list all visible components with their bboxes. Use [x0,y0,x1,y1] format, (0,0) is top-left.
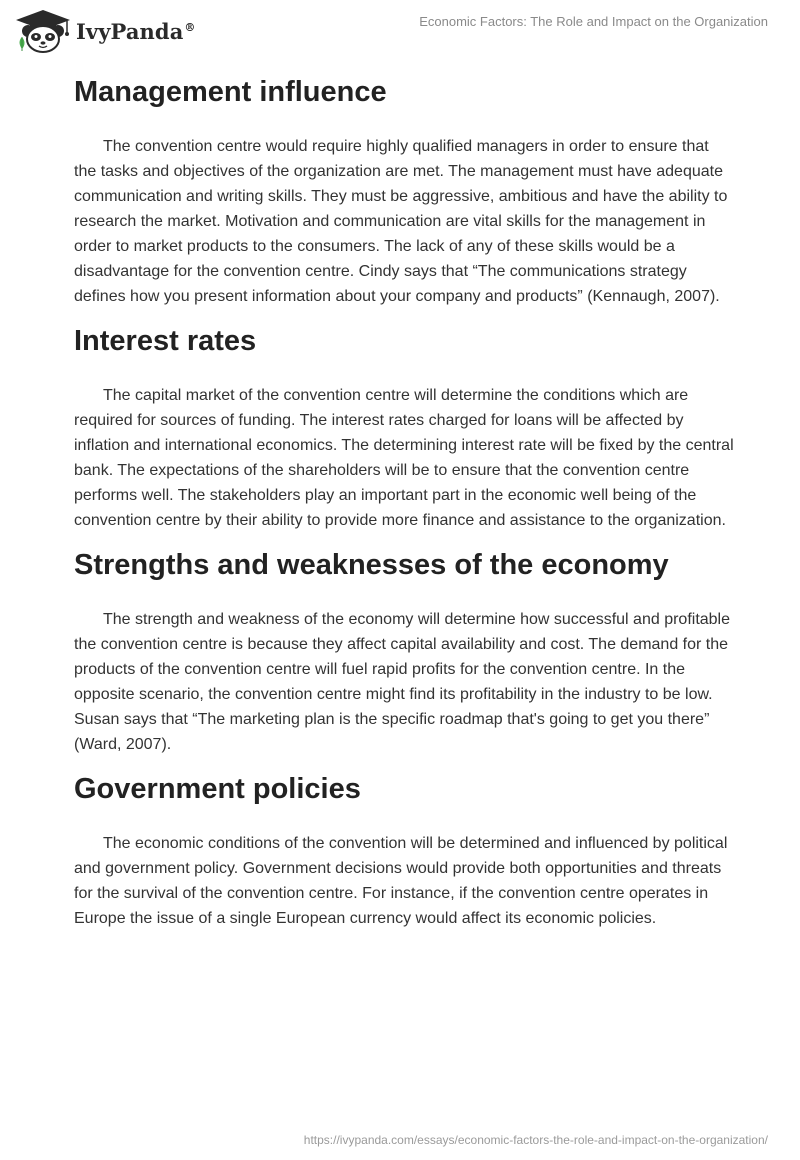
section-heading: Interest rates [74,325,257,357]
essay-content [74,70,734,941]
section-paragraph: The strength and weakness of the economy will determine how successful and profitable the convention centre is because they affect capital availability and cost. The demand for the products of the convention centre will fuel rapid profits for the convention centre. In the opposite scenario, the convention centre might find its profitability in the industry to be low. Susan says that “The marketing plan is the specific roadmap that's going to get you there” (Ward, 2007). [74,611,731,753]
logo-wordmark: IvyPanda® [76,18,196,44]
section-heading: Strengths and weaknesses of the economy [74,549,669,581]
document-title: Economic Factors: The Role and Impact on the Organization [419,14,768,29]
panda-graduate-icon [14,9,72,53]
page-header [0,0,800,64]
section-paragraph: The convention centre would require highly qualified managers in order to ensure that the tasks and objectives of the organization are met. The management must have adequate communication and writing skills. They must be aggressive, ambitious and have the ability to research the market. Motivation and communication are vital skills for the management in order to market products to the consumers. The lack of any of these skills would be a disadvantage for the convention centre. Cindy says that “The communications strategy defines how you present information about your company and products” (Kennaugh, 2007). [74,138,728,305]
section-heading: Government policies [74,773,361,805]
section-interest-rates [74,319,734,533]
section-government-policies [74,767,734,931]
section-paragraph: The capital market of the convention centre will determine the conditions which are required for sources of funding. The interest rates charged for loans will be affected by inflation and international economics. The determining interest rate will be fixed by the central bank. The expectations of the shareholders will be to ensure that the convention centre performs well. The stakeholders play an important part in the economic well being of the convention centre by their ability to provide more finance and assistance to the organization. [74,387,734,529]
source-url-link[interactable]: https://ivypanda.com/essays/economic-factors-the-role-and-impact-on-the-organization/ [303,1133,768,1147]
section-heading: Management influence [74,76,387,108]
section-management-influence [74,70,734,309]
section-strengths-weaknesses [74,543,734,757]
section-paragraph: The economic conditions of the convention will be determined and influenced by political and government policy. Government decisions would provide both opportunities and threats for the survival of the convention centre. For instance, if the convention centre operates in Europe the issue of a single European currency would affect its economic policies. [74,835,728,927]
ivypanda-logo[interactable] [14,9,196,53]
